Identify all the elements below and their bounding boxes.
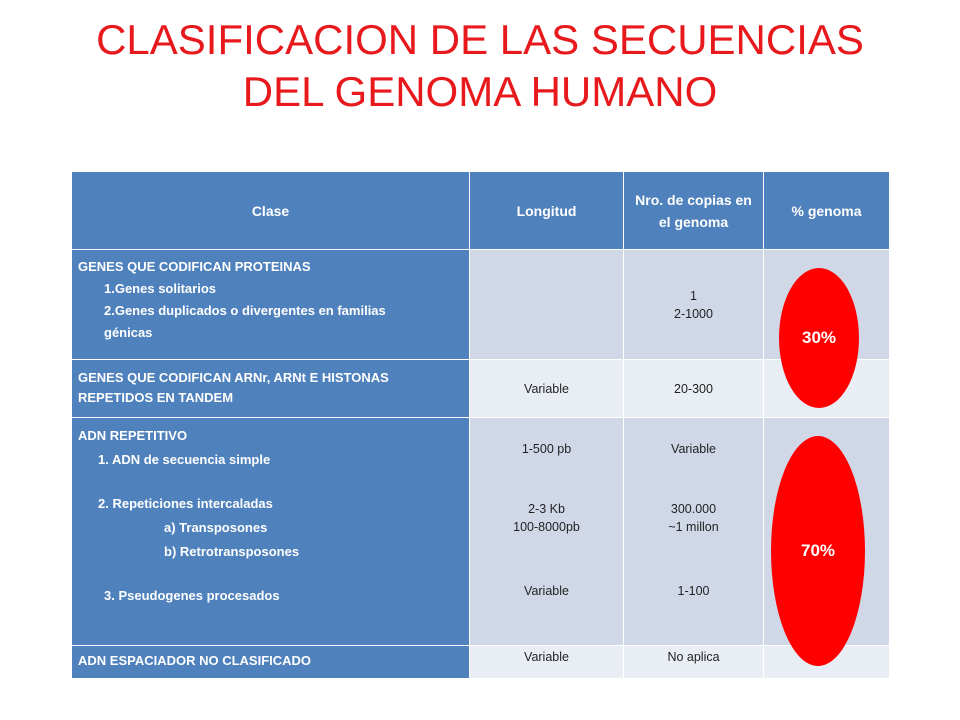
longitud-value: Variable	[524, 584, 569, 598]
cell-longitud	[470, 646, 624, 679]
copias-value: 1	[690, 288, 697, 303]
table-row	[72, 418, 890, 646]
cell-copias	[624, 250, 764, 360]
cell-longitud	[470, 418, 624, 646]
header-clase: Clase	[72, 172, 470, 250]
cell-longitud	[470, 360, 624, 418]
longitud-value: 100-8000pb	[513, 520, 580, 534]
copias-value: ~1 millon	[668, 520, 719, 534]
row-heading: ADN REPETITIVO	[78, 428, 188, 443]
copias-value: 2-1000	[674, 306, 713, 321]
cell-clase	[72, 250, 470, 360]
slide-title	[0, 14, 960, 118]
row-subitem: a) Transposones	[164, 520, 268, 535]
row-subitem: 1.Genes solitarios	[104, 281, 216, 296]
cell-longitud	[470, 250, 624, 360]
row-subitem: 1. ADN de secuencia simple	[98, 452, 271, 467]
copias-value: 1-100	[677, 584, 710, 598]
row-heading: GENES QUE CODIFICAN ARNr, ARNt E HISTONAS REPETIDOS EN TANDEM	[78, 369, 389, 405]
cell-clase	[72, 360, 470, 418]
header-copias: Nro. de copias en el genoma	[624, 172, 764, 250]
copias-value: 20-300	[674, 381, 713, 396]
table-row	[72, 646, 890, 679]
table-row	[72, 250, 890, 360]
table-row	[72, 360, 890, 418]
longitud-value: Variable	[524, 650, 569, 664]
slide-title-line-2: DEL GENOMA HUMANO	[242, 68, 718, 115]
row-subitem: 3. Pseudogenes procesados	[104, 588, 280, 603]
percent-badge-non-coding: 70%	[771, 436, 865, 666]
cell-clase	[72, 418, 470, 646]
cell-clase	[72, 646, 470, 679]
header-porcentaje: % genoma	[764, 172, 890, 250]
row-subitem: 2. Repeticiones intercaladas	[98, 496, 273, 511]
copias-value: 300.000	[670, 502, 717, 516]
cell-copias	[624, 646, 764, 679]
copias-value: Variable	[671, 442, 716, 456]
longitud-value: 2-3 Kb	[528, 502, 565, 516]
table-header-row	[72, 172, 890, 250]
row-heading: GENES QUE CODIFICAN PROTEINAS	[78, 259, 311, 274]
row-subitem: génicas	[104, 325, 153, 340]
header-longitud: Longitud	[470, 172, 624, 250]
row-heading: ADN ESPACIADOR NO CLASIFICADO	[78, 653, 312, 668]
row-subitem: b) Retrotransposones	[164, 544, 300, 559]
cell-copias	[624, 360, 764, 418]
longitud-value: 1-500 pb	[521, 442, 572, 456]
longitud-value: Variable	[524, 381, 569, 396]
genome-classification-table	[71, 171, 890, 679]
cell-copias	[624, 418, 764, 646]
row-subitem: 2.Genes duplicados o divergentes en familias	[104, 303, 386, 318]
slide-title-line-1: CLASIFICACION DE LAS SECUENCIAS	[96, 16, 864, 63]
copias-value: No aplica	[667, 650, 720, 664]
percent-badge-genes: 30%	[779, 268, 859, 408]
